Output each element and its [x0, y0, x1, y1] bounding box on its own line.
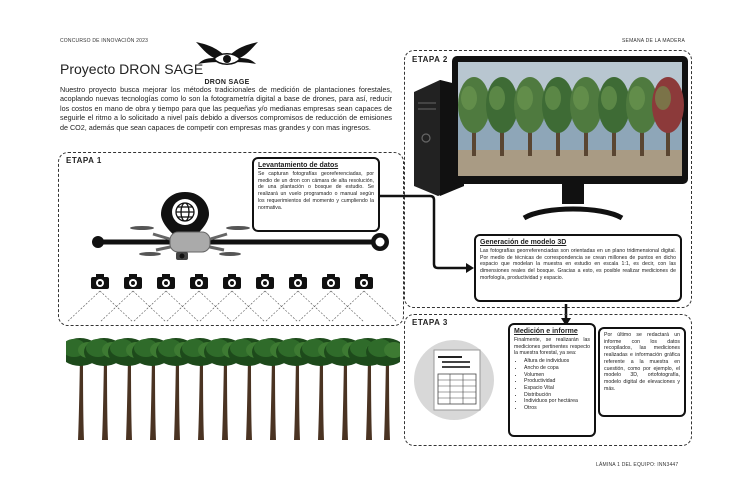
data-capture-title: Levantamiento de datos — [258, 162, 339, 169]
measurement-text: Finalmente, se realizarán las mediciones pertinentes respecto la muestra forestal, ya sea: — [514, 337, 590, 357]
document-icon — [434, 350, 480, 410]
list-item: • Individuos por hectárea — [524, 398, 590, 405]
project-title: Proyecto DRON SAGE — [60, 61, 204, 77]
list-item: • Distribución — [524, 392, 590, 399]
forest-illustration — [66, 326, 400, 446]
model-generation-title: Generación de modelo 3D — [480, 239, 567, 246]
document-illustration — [406, 328, 502, 430]
model-generation-box — [474, 234, 682, 302]
report-box — [598, 327, 686, 417]
intro-paragraph: Nuestro proyecto busca mejorar los métodos tradicionales de medición de plantaciones forestales, acoplando nuevas tecnologías como lo son la fotogrametría digital a base de drones, para así, reducir los costos en mano de obra y tiempo para que las pequeñas y/o medianas empresas sean capaces de seguirle el ritmo a lo solicitado a nivel país debido a diversos compromisos de reducción de emisiones de CO2, además que sean capaces de competir con empresas mas grandes y con mas ingresos. — [60, 85, 392, 132]
list-item: • Productividad — [524, 378, 590, 385]
logo-text: DRON SAGE — [204, 79, 250, 86]
stage2-label: ETAPA 2 — [412, 55, 448, 64]
measurement-list — [524, 358, 590, 412]
list-item: • Volumen — [524, 372, 590, 379]
monitor-icon — [452, 56, 688, 218]
list-item: • Otros — [524, 405, 590, 412]
data-capture-text: Se capturan fotografías georeferenciadas, por medio de un dron con cámara de alta resolución, de una plantación o bosque de estudio. Se realizará un vuelo programado o manual según los requerimientos del momento y cumpliendo la normativa. — [258, 171, 374, 211]
stage3-label: ETAPA 3 — [412, 318, 448, 327]
footer-label: LÁMINA 1 DEL EQUIPO: INN3447 — [596, 462, 679, 468]
model-generation-text: Las fotografías georreferenciadas son orientadas en un plano tridimensional digital. Por medio de técnicas de correspondencia se crean millones de puntos en dicho espacio que modelan la muestra en estudio en escala 1:1, es decir, con las dimensiones reales del bosque. Gracias a esto, es posible realizar mediciones de morfología, productividad y espacio. — [480, 248, 676, 281]
contest-label: CONCURSO DE INNOVACIÓN 2023 — [60, 38, 149, 44]
computer-illustration — [404, 50, 690, 250]
measurement-box — [508, 323, 596, 437]
list-item: • Espacio Vital — [524, 385, 590, 392]
report-text: Por último se redactará un informe con los datos recopilados, las mediciones realizadas e información gráfica referente a la muestra en cuestión, como por ejemplo, el modelo 3D, ortofotografía, modelo digital de elevaciones y más. — [604, 332, 680, 392]
week-label: SEMANA DE LA MADERA — [622, 38, 685, 44]
measurement-title: Medición e informe — [514, 328, 578, 335]
list-item: • Ancho de copa — [524, 365, 590, 372]
list-item: • Altura de individuos — [524, 358, 590, 365]
stage1-label: ETAPA 1 — [66, 156, 102, 165]
